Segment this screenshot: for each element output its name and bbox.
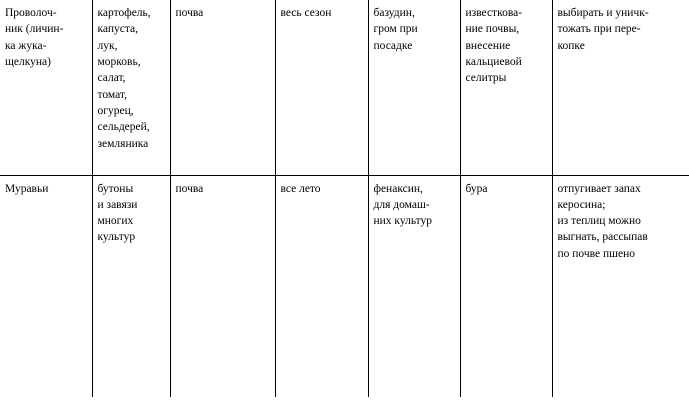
table-cell-agrotechnical bbox=[460, 175, 552, 397]
cell-text: фенаксин, для домаш- них культур bbox=[373, 182, 433, 228]
table-cell-notes bbox=[552, 0, 689, 175]
table-cell-notes bbox=[552, 175, 689, 397]
cell-text: картофель, капуста, лук, морковь, салат, томат, огурец, сельдерей, земляника bbox=[97, 7, 151, 150]
table-cell-period bbox=[275, 0, 368, 175]
cell-text: весь сезон bbox=[280, 7, 332, 19]
cell-text: бура bbox=[465, 182, 488, 195]
table-cell-period bbox=[275, 175, 368, 397]
table-row bbox=[0, 175, 689, 397]
table-row bbox=[0, 0, 689, 175]
cell-text: базудин, гром при посадке bbox=[373, 7, 418, 52]
cell-text: бутоны и завязи многих культур bbox=[97, 182, 138, 244]
cell-text: выбирать и уничк- тожать при пере- копке bbox=[557, 7, 649, 52]
cell-text: почва bbox=[175, 182, 204, 195]
cell-text: Проволоч- ник (личин- ка жука- щелкуна) bbox=[5, 7, 64, 68]
table-cell-agrotechnical bbox=[460, 0, 552, 175]
table-cell-crops bbox=[92, 0, 170, 175]
cell-text: все лето bbox=[280, 182, 321, 195]
table-cell-pest bbox=[0, 0, 92, 175]
cell-text: известкова- ние почвы, внесение кальциевой селитры bbox=[465, 7, 523, 85]
table-cell-chemical bbox=[368, 0, 460, 175]
cell-text: Муравьи bbox=[5, 182, 49, 195]
table-cell-chemical bbox=[368, 175, 460, 397]
table-cell-pest bbox=[0, 175, 92, 397]
table-cell-habitat bbox=[170, 0, 275, 175]
table-cell-habitat bbox=[170, 175, 275, 397]
cell-text: отпугивает запах керосина; из теплиц можно выгнать, рассыпав по почве пшено bbox=[557, 182, 648, 260]
table-cell-crops bbox=[92, 175, 170, 397]
cell-text: почва bbox=[175, 7, 204, 19]
